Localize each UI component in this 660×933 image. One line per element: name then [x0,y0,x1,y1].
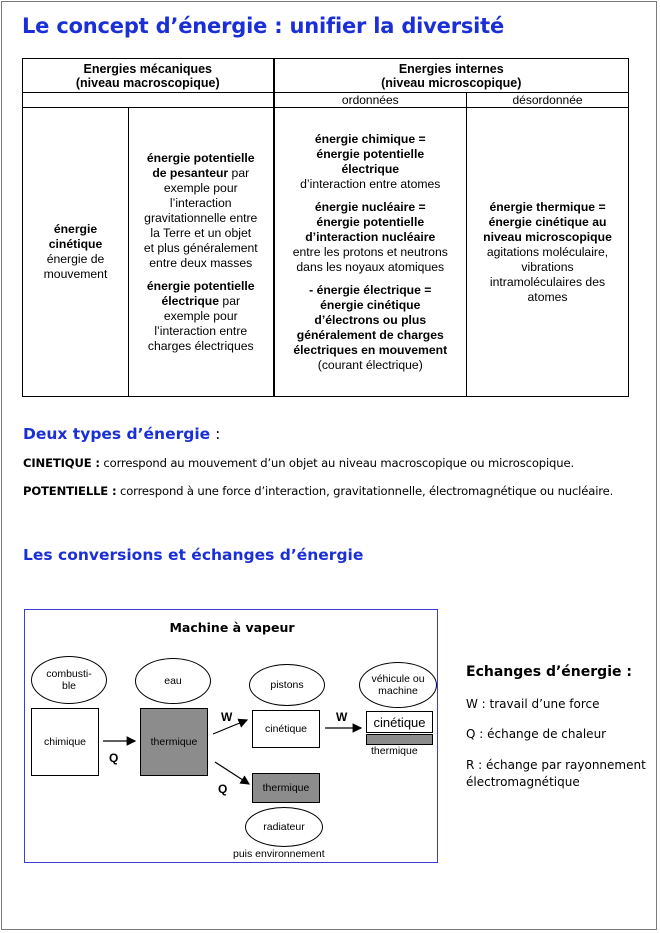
label-w-1: W [221,710,233,724]
radiateur-oval: radiateur [245,807,323,847]
disordered-header: désordonnée [467,93,629,108]
kinetic-energy-cell: énergie cinétique énergie de mouvement [23,108,129,397]
exchange-w: W : travail d’une force [466,697,600,711]
label-w-2: W [336,710,348,724]
definition-potential: POTENTIELLE : correspond à une force d’interaction, gravitationnelle, électromagnétique ou nucléaire. [23,484,614,498]
vehicule-oval: véhicule ou machine [359,662,437,708]
cinetique-box: cinétique [252,710,320,748]
types-heading: Deux types d’énergie : [23,425,221,443]
internal-header: Energies internes (niveau microscopique) [274,59,629,93]
page-title: Le concept d’énergie : unifier la diversité [22,14,505,38]
disordered-internal-cell: énergie thermique = énergie cinétique au niveau microscopique agitations moléculaire, vibrations intramoléculaires des atomes [467,108,629,397]
label-q-1: Q [109,751,119,765]
thermique-box: thermique [140,708,208,776]
combustible-oval: combusti- ble [31,656,107,704]
arrow-thermique-to-loss [215,762,249,784]
exchange-r: R : échange par rayonnement électromagnétique [466,758,646,789]
ordered-header: ordonnées [274,93,467,108]
definition-kinetic: CINETIQUE : correspond au mouvement d’un objet au niveau macroscopique ou microscopique. [23,456,574,470]
exchange-q: Q : échange de chaleur [466,727,607,741]
pistons-oval: pistons [249,664,325,706]
mechanical-header: Energies mécaniques (niveau macroscopique) [23,59,274,93]
cinetique-output-box: cinétique [366,711,433,733]
diagram-title: Machine à vapeur [169,620,295,635]
chimique-box: chimique [31,708,99,776]
environnement-label: puis environnement [233,848,325,860]
thermique-output-label: thermique [371,745,418,757]
mechanical-subheader-spacer [23,93,274,108]
label-q-2: Q [218,782,228,796]
potential-energy-cell: énergie potentielle de pesanteur par exemple pour l’interaction gravitationnelle entre la Terre et un objet et plus généralement entre deux masses énergie potentielle électrique par exemple pour l’interaction entre charges électriques [129,108,274,397]
exchanges-title: Echanges d’énergie : [466,664,632,680]
eau-oval: eau [135,658,211,704]
diagram-arrows [25,610,439,864]
steam-engine-diagram [24,609,438,863]
energy-table [22,58,629,397]
ordered-internal-cell: énergie chimique = énergie potentielle électrique d’interaction entre atomes énergie nucléaire = énergie potentielle d’interaction nucléaire entre les protons et neutrons dans les noyaux atomiques - énergie électrique = énergie cinétique d’électrons ou plus généralement de charges électriques en mouvement (courant électrique) [274,108,467,397]
thermique-loss-box: thermique [252,773,320,803]
conversions-heading: Les conversions et échanges d’énergie [23,546,364,564]
